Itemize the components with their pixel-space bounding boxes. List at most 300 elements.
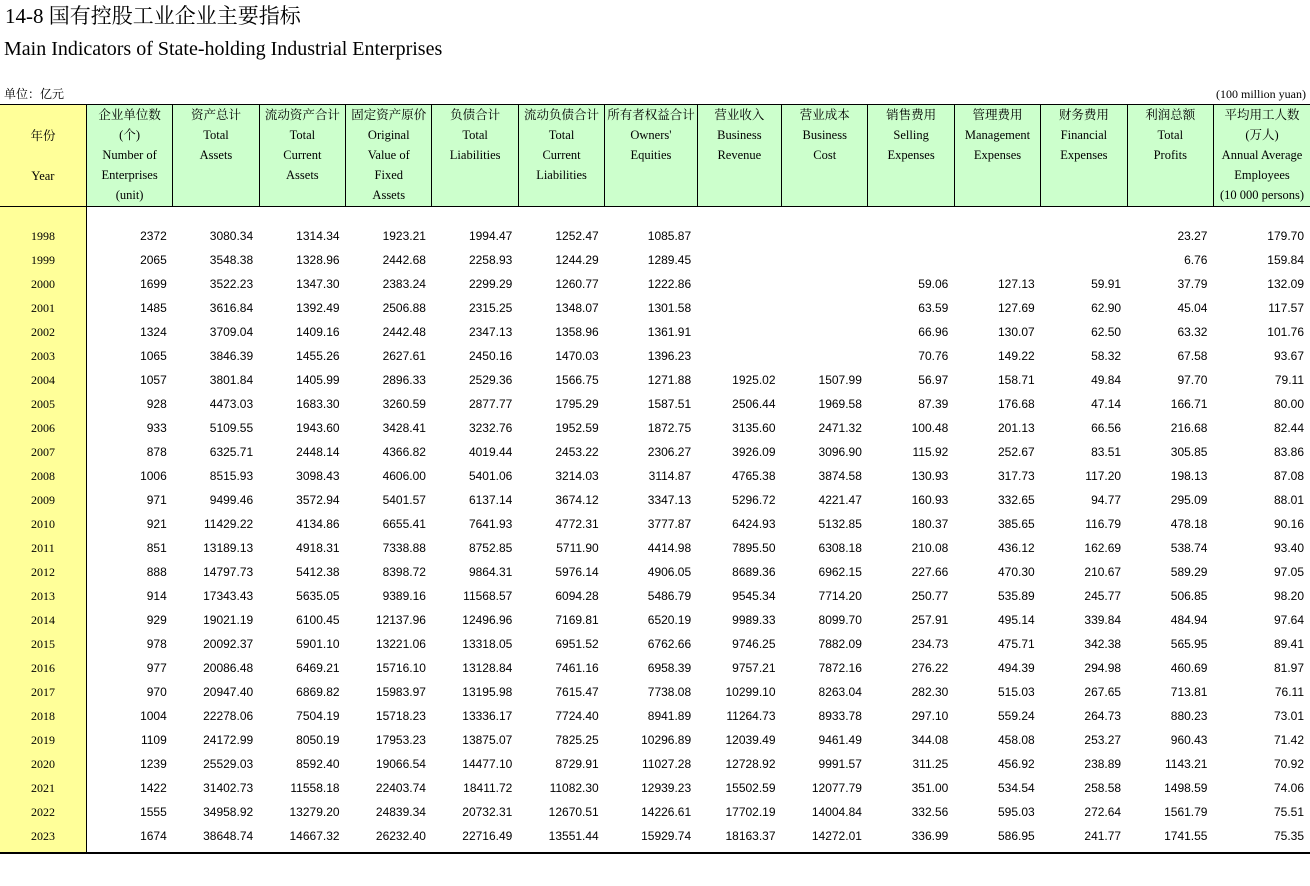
value-cell: 15716.10 [375, 661, 426, 675]
value-cell: 158.71 [998, 373, 1035, 387]
value-cell: 9746.25 [732, 637, 776, 651]
column-header-line: Annual Average [1221, 148, 1303, 162]
column-header-line: Expenses [973, 148, 1022, 162]
value-cell: 1289.45 [647, 253, 692, 267]
value-cell: 3777.87 [647, 517, 692, 531]
value-cell: 8933.78 [818, 709, 862, 723]
column-header-line: Expenses [1060, 148, 1108, 162]
value-cell: 66.56 [1091, 421, 1122, 435]
value-cell: 2372 [140, 229, 167, 243]
value-cell: 8941.89 [647, 709, 692, 723]
value-cell: 1994.47 [468, 229, 513, 243]
value-cell [697, 248, 781, 272]
value-cell: 6308.18 [818, 541, 862, 555]
year-cell: 2019 [0, 728, 86, 752]
value-cell [782, 320, 868, 344]
value-cell: 26232.40 [346, 824, 432, 853]
column-header-line: 营业成本 [799, 108, 850, 122]
value-cell: 166.71 [1170, 397, 1208, 411]
value-cell: 5401.57 [382, 493, 426, 507]
value-cell: 15983.97 [375, 685, 426, 699]
value-cell: 117.57 [1268, 301, 1304, 315]
value-cell: 339.84 [1084, 613, 1122, 627]
value-cell: 1244.29 [555, 253, 599, 267]
value-cell: 13875.07 [462, 733, 513, 747]
value-cell [954, 248, 1040, 272]
column-header-line: Number of [102, 148, 157, 162]
value-cell: 20086.48 [203, 661, 254, 675]
value-cell: 9545.34 [732, 589, 776, 603]
value-cell: 127.69 [998, 301, 1035, 315]
value-cell: 12728.92 [725, 757, 776, 771]
value-cell: 2315.25 [468, 301, 513, 315]
value-cell: 1314.34 [296, 229, 340, 243]
value-cell: 1347.30 [296, 277, 340, 291]
value-cell: 37.79 [1177, 277, 1208, 291]
value-cell: 4414.98 [647, 541, 692, 555]
value-cell [1041, 224, 1127, 248]
value-cell: 267.65 [1084, 685, 1122, 699]
value-cell: 595.03 [998, 805, 1035, 819]
table-header-row [0, 105, 1310, 207]
value-cell: 9389.16 [382, 589, 426, 603]
value-cell: 70.76 [918, 349, 949, 363]
year-cell: 2003 [0, 344, 86, 368]
value-cell: 1699 [140, 277, 167, 291]
value-cell: 45.04 [1177, 301, 1208, 315]
table-row [0, 728, 1310, 752]
table-row [0, 560, 1310, 584]
value-cell: 351.00 [911, 781, 949, 795]
value-cell: 1555 [140, 805, 167, 819]
column-header-line: Total [203, 128, 229, 142]
value-cell: 12670.51 [548, 805, 599, 819]
value-cell: 1674 [86, 824, 172, 853]
value-cell: 49.84 [1091, 373, 1122, 387]
value-cell: 1392.49 [296, 301, 340, 315]
value-cell: 14797.73 [203, 565, 254, 579]
column-header-year [0, 105, 86, 207]
value-cell: 2877.77 [468, 397, 513, 411]
value-cell: 101.76 [1267, 325, 1304, 339]
value-cell: 25529.03 [203, 757, 254, 771]
value-cell: 19021.19 [203, 613, 254, 627]
column-header-line: Business [717, 128, 762, 142]
value-cell: 17702.19 [725, 805, 776, 819]
value-cell: 3096.90 [818, 445, 862, 459]
value-cell: 160.93 [911, 493, 949, 507]
value-cell: 201.13 [998, 421, 1035, 435]
column-header-line: 固定资产原价 [351, 108, 427, 122]
value-cell: 87.08 [1273, 469, 1304, 483]
value-cell: 470.30 [998, 565, 1035, 579]
table-row [0, 368, 1310, 392]
value-cell: 4606.00 [382, 469, 426, 483]
column-header [432, 105, 518, 207]
value-cell: 8592.40 [296, 757, 340, 771]
value-cell: 332.56 [911, 805, 949, 819]
value-cell: 1252.47 [555, 229, 599, 243]
year-cell: 2015 [0, 632, 86, 656]
column-header-line: Value of [367, 148, 410, 162]
value-cell: 13551.44 [518, 824, 604, 853]
year-cell: 1999 [0, 248, 86, 272]
column-header-line: Fixed [374, 168, 403, 182]
value-cell: 89.41 [1273, 637, 1304, 651]
value-cell: 18163.37 [697, 824, 781, 853]
value-cell: 2453.22 [555, 445, 599, 459]
column-header-line: 利润总额 [1145, 108, 1196, 122]
table-spacer-row [0, 207, 1310, 225]
value-cell: 1485 [140, 301, 167, 315]
value-cell: 1422 [140, 781, 167, 795]
column-header-line: Equities [630, 148, 672, 162]
value-cell: 11264.73 [726, 709, 776, 723]
value-cell: 6869.82 [296, 685, 340, 699]
value-cell: 3548.38 [209, 253, 254, 267]
value-cell: 342.38 [1084, 637, 1122, 651]
value-cell: 1741.55 [1127, 824, 1213, 853]
column-header [1213, 105, 1310, 207]
value-cell [1041, 248, 1127, 272]
value-cell: 2896.33 [382, 373, 426, 387]
value-cell: 1470.03 [555, 349, 599, 363]
value-cell: 7738.08 [647, 685, 692, 699]
value-cell: 66.96 [918, 325, 949, 339]
year-cell: 2017 [0, 680, 86, 704]
year-cell: 1998 [0, 224, 86, 248]
spacer-cell [86, 207, 172, 225]
unit-label-chinese: 单位：亿元 [4, 87, 65, 101]
value-cell: 1006 [140, 469, 167, 483]
value-cell: 59.06 [918, 277, 949, 291]
value-cell: 295.09 [1170, 493, 1208, 507]
value-cell: 8752.85 [468, 541, 513, 555]
value-cell: 93.67 [1273, 349, 1304, 363]
value-cell: 5901.10 [296, 637, 340, 651]
value-cell: 272.64 [1084, 805, 1122, 819]
value-cell: 14272.01 [782, 824, 868, 853]
column-header-line: Liabilities [449, 148, 501, 162]
value-cell: 2529.36 [468, 373, 513, 387]
column-header-line: Current [283, 148, 322, 162]
table-row [0, 776, 1310, 800]
value-cell: 1925.02 [732, 373, 776, 387]
column-header-line: Assets [199, 148, 233, 162]
value-cell: 8689.36 [732, 565, 776, 579]
spacer-cell [782, 207, 868, 225]
value-cell: 100.48 [911, 421, 949, 435]
value-cell: 5132.85 [818, 517, 862, 531]
value-cell: 3846.39 [209, 349, 254, 363]
value-cell [782, 296, 868, 320]
value-cell: 97.05 [1273, 565, 1304, 579]
value-cell: 1683.30 [296, 397, 340, 411]
value-cell: 1324 [140, 325, 167, 339]
value-cell: 130.07 [998, 325, 1035, 339]
value-cell: 238.89 [1084, 757, 1122, 771]
value-cell: 6762.66 [647, 637, 692, 651]
value-cell: 70.92 [1273, 757, 1304, 771]
value-cell: 332.65 [998, 493, 1035, 507]
value-cell: 7461.16 [555, 661, 599, 675]
value-cell: 13189.13 [203, 541, 254, 555]
value-cell: 2442.48 [382, 325, 426, 339]
value-cell: 3214.03 [555, 469, 599, 483]
value-cell: 3522.23 [209, 277, 254, 291]
column-header-line: Enterprises [101, 168, 158, 182]
value-cell: 14667.32 [259, 824, 345, 853]
column-header [346, 105, 432, 207]
value-cell: 117.20 [1085, 469, 1122, 483]
value-cell: 7825.25 [555, 733, 599, 747]
table-row [0, 248, 1310, 272]
value-cell: 7169.81 [555, 613, 599, 627]
value-cell: 17953.23 [375, 733, 426, 747]
value-cell: 12496.96 [462, 613, 513, 627]
column-header [605, 105, 697, 207]
value-cell: 1057 [140, 373, 167, 387]
value-cell: 8729.91 [555, 757, 599, 771]
table-row [0, 656, 1310, 680]
value-cell: 344.08 [911, 733, 949, 747]
value-cell: 15929.74 [605, 824, 697, 853]
column-header-line: 所有者权益合计 [607, 108, 695, 122]
year-cell: 2023 [0, 824, 86, 853]
value-cell: 478.18 [1170, 517, 1208, 531]
value-cell: 2627.61 [382, 349, 426, 363]
value-cell: 198.13 [1170, 469, 1208, 483]
value-cell: 6325.71 [209, 445, 254, 459]
column-header [1041, 105, 1127, 207]
value-cell: 515.03 [998, 685, 1035, 699]
table-row [0, 320, 1310, 344]
value-cell: 2506.88 [382, 301, 426, 315]
value-cell: 2442.68 [382, 253, 426, 267]
value-cell: 71.42 [1273, 733, 1304, 747]
value-cell: 4366.82 [382, 445, 426, 459]
value-cell: 3709.04 [209, 325, 254, 339]
value-cell: 2506.44 [732, 397, 776, 411]
value-cell: 38648.74 [173, 824, 259, 853]
value-cell: 257.91 [911, 613, 949, 627]
value-cell [697, 272, 781, 296]
value-cell: 159.84 [1267, 253, 1304, 267]
value-cell: 74.06 [1273, 781, 1304, 795]
value-cell: 880.23 [1170, 709, 1208, 723]
value-cell: 586.95 [954, 824, 1040, 853]
value-cell: 80.00 [1273, 397, 1304, 411]
value-cell: 13279.20 [289, 805, 340, 819]
value-cell: 210.08 [911, 541, 949, 555]
spacer-cell [605, 207, 697, 225]
value-cell: 3572.94 [296, 493, 340, 507]
value-cell: 8515.93 [209, 469, 254, 483]
value-cell: 179.70 [1267, 229, 1304, 243]
value-cell: 216.68 [1170, 421, 1208, 435]
value-cell: 97.64 [1273, 613, 1304, 627]
value-cell: 253.27 [1084, 733, 1122, 747]
value-cell: 534.54 [998, 781, 1035, 795]
column-header [86, 105, 172, 207]
spacer-cell [954, 207, 1040, 225]
value-cell: 8050.19 [296, 733, 340, 747]
year-cell: 2022 [0, 800, 86, 824]
value-cell: 589.29 [1170, 565, 1208, 579]
year-cell: 2008 [0, 464, 86, 488]
value-cell: 83.86 [1273, 445, 1304, 459]
value-cell: 3616.84 [209, 301, 254, 315]
value-cell: 297.10 [911, 709, 949, 723]
spacer-cell [173, 207, 259, 225]
value-cell: 87.39 [918, 397, 949, 411]
value-cell: 8398.72 [382, 565, 426, 579]
value-cell: 245.77 [1084, 589, 1122, 603]
value-cell: 928 [146, 397, 167, 411]
value-cell: 1923.21 [382, 229, 426, 243]
column-header-line: Cost [813, 148, 837, 162]
spacer-cell [259, 207, 345, 225]
column-header-line: Owners' [630, 128, 672, 142]
value-cell [782, 248, 868, 272]
value-cell: 2450.16 [468, 349, 513, 363]
value-cell: 18411.72 [463, 781, 513, 795]
value-cell: 17343.43 [203, 589, 254, 603]
value-cell: 2299.29 [468, 277, 513, 291]
table-body [0, 207, 1310, 854]
column-header [518, 105, 604, 207]
value-cell: 23.27 [1177, 229, 1208, 243]
value-cell: 878 [146, 445, 167, 459]
value-cell: 1943.60 [296, 421, 340, 435]
value-cell: 5486.79 [647, 589, 692, 603]
column-header-line: Employees [1234, 168, 1290, 182]
value-cell: 3114.87 [648, 469, 692, 483]
spacer-cell [697, 207, 781, 225]
value-cell: 495.14 [998, 613, 1035, 627]
value-cell: 5635.05 [296, 589, 340, 603]
value-cell: 1952.59 [555, 421, 599, 435]
value-cell: 336.99 [868, 824, 954, 853]
value-cell: 929 [146, 613, 167, 627]
value-cell: 3347.13 [647, 493, 692, 507]
value-cell: 3080.34 [209, 229, 254, 243]
value-cell: 93.40 [1273, 541, 1304, 555]
table-row [0, 680, 1310, 704]
year-cell: 2014 [0, 608, 86, 632]
year-cell: 2013 [0, 584, 86, 608]
column-header-line: Management [964, 128, 1031, 142]
value-cell: 76.11 [1274, 685, 1304, 699]
column-header-line: (unit) [115, 188, 144, 202]
value-cell: 2383.24 [382, 277, 426, 291]
year-cell: 2020 [0, 752, 86, 776]
column-header [697, 105, 781, 207]
indicators-table [0, 104, 1310, 854]
value-cell: 8263.04 [818, 685, 862, 699]
column-header-line: Profits [1153, 148, 1187, 162]
value-cell: 20947.40 [203, 685, 254, 699]
value-cell: 73.01 [1273, 709, 1304, 723]
value-cell: 11027.28 [641, 757, 692, 771]
table-row [0, 464, 1310, 488]
value-cell [868, 248, 954, 272]
spacer-cell [518, 207, 604, 225]
value-cell: 2471.32 [818, 421, 862, 435]
value-cell: 6520.19 [647, 613, 692, 627]
value-cell [782, 272, 868, 296]
value-cell: 63.32 [1177, 325, 1208, 339]
column-header [954, 105, 1040, 207]
table-row [0, 224, 1310, 248]
value-cell: 1409.16 [296, 325, 340, 339]
value-cell: 6958.39 [647, 661, 692, 675]
value-cell: 460.69 [1170, 661, 1208, 675]
value-cell: 7724.40 [555, 709, 599, 723]
column-header [259, 105, 345, 207]
year-cell: 2010 [0, 512, 86, 536]
table-row [0, 824, 1310, 853]
value-cell: 162.69 [1084, 541, 1122, 555]
value-cell: 6094.28 [555, 589, 599, 603]
value-cell: 1085.87 [647, 229, 692, 243]
year-cell: 2002 [0, 320, 86, 344]
value-cell: 127.13 [998, 277, 1035, 291]
value-cell: 82.44 [1273, 421, 1304, 435]
value-cell: 9991.57 [818, 757, 862, 771]
column-header-line: Expenses [887, 148, 935, 162]
value-cell: 6100.45 [296, 613, 340, 627]
value-cell: 7615.47 [555, 685, 599, 699]
spacer-cell [1041, 207, 1127, 225]
column-header [1127, 105, 1213, 207]
column-header-line: Liabilities [536, 168, 587, 182]
value-cell: 11082.30 [549, 781, 599, 795]
value-cell: 2347.13 [468, 325, 513, 339]
value-cell: 1561.79 [1164, 805, 1208, 819]
value-cell: 7872.16 [818, 661, 862, 675]
value-cell: 305.85 [1170, 445, 1208, 459]
column-header-line: Current [542, 148, 581, 162]
table-row [0, 800, 1310, 824]
value-cell: 1795.29 [555, 397, 599, 411]
value-cell: 317.73 [998, 469, 1035, 483]
value-cell: 13336.17 [462, 709, 513, 723]
value-cell: 1348.07 [555, 301, 599, 315]
column-header [173, 105, 259, 207]
column-header-line: Original [367, 128, 410, 142]
value-cell: 75.35 [1213, 824, 1310, 853]
value-cell [868, 224, 954, 248]
value-cell: 13318.05 [462, 637, 513, 651]
value-cell: 234.73 [911, 637, 949, 651]
table-row [0, 296, 1310, 320]
value-cell: 24839.34 [375, 805, 426, 819]
value-cell: 2065 [140, 253, 167, 267]
year-cell: 2009 [0, 488, 86, 512]
value-cell: 3260.59 [382, 397, 426, 411]
value-cell: 7882.09 [818, 637, 862, 651]
year-cell: 2016 [0, 656, 86, 680]
value-cell: 1358.96 [555, 325, 599, 339]
value-cell: 506.85 [1170, 589, 1208, 603]
value-cell: 851 [146, 541, 167, 555]
value-cell: 6469.21 [296, 661, 340, 675]
value-cell: 241.77 [1041, 824, 1127, 853]
value-cell: 6655.41 [382, 517, 426, 531]
value-cell: 960.43 [1170, 733, 1208, 747]
value-cell: 456.92 [998, 757, 1035, 771]
